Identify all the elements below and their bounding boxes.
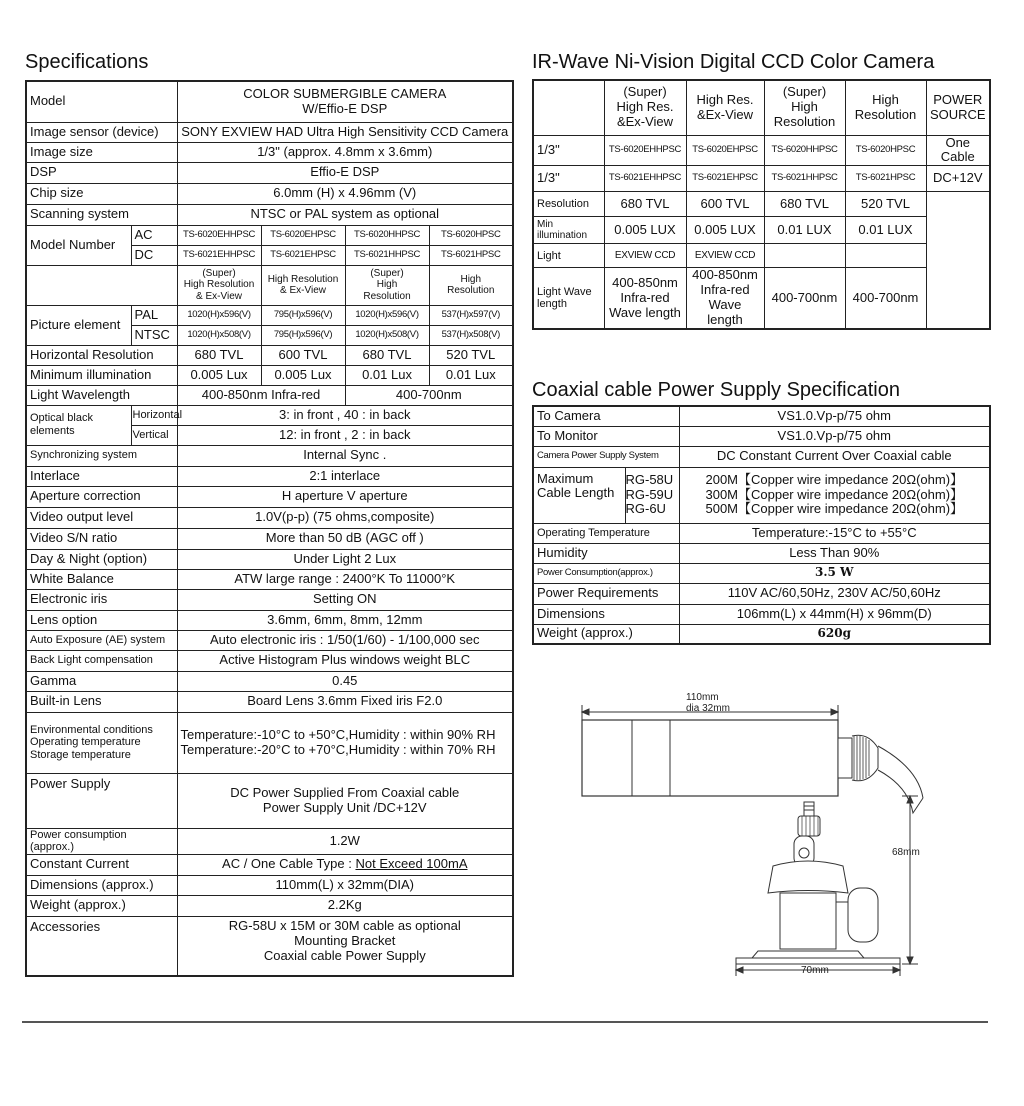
arrow-right-icon bbox=[893, 967, 900, 973]
ir-header-blank bbox=[533, 80, 604, 135]
camera-body bbox=[582, 720, 838, 796]
cable-length-values: 200M【Copper wire impedance 20Ω(ohm)】 300M【Copper wire impedance 20Ω(ohm)】 500M【Copper wire impedance 20Ω(ohm)】 bbox=[679, 467, 990, 523]
model-cell: TS-6020HPSC bbox=[429, 225, 513, 245]
arrow-left-icon bbox=[582, 709, 589, 715]
lens-option-value: 3.6mm, 6mm, 8mm, 12mm bbox=[177, 610, 513, 630]
vertical-value: 12: in front , 2 : in back bbox=[177, 425, 513, 445]
constant-current-value bbox=[177, 854, 513, 875]
ir-wave-cell: 400-850nm Infra-red Wave length bbox=[686, 268, 764, 329]
ir-light-blank bbox=[764, 244, 845, 268]
white-balance-value: ATW large range : 2400°K To 11000°K bbox=[177, 569, 513, 589]
ir-row-label: 1/3" bbox=[533, 135, 604, 166]
ir-header: (Super) High Resolution bbox=[764, 80, 845, 135]
ir-resolution-cell: 600 TVL bbox=[686, 192, 764, 217]
model-cell: TS-6021EHHPSC bbox=[177, 245, 261, 265]
mount-body bbox=[780, 893, 836, 949]
model-cell: TS-6020HHPSC bbox=[345, 225, 429, 245]
ntsc-cell: 537(H)x508(V) bbox=[429, 325, 513, 345]
ir-model-cell: TS-6020HPSC bbox=[845, 135, 926, 166]
electronic-iris-label: Electronic iris bbox=[26, 589, 177, 610]
wavelength-label: Light Wavelength bbox=[26, 385, 177, 405]
camera-power-system-value: DC Constant Current Over Coaxial cable bbox=[679, 446, 990, 467]
dsp-label: DSP bbox=[26, 162, 177, 183]
to-camera-value: VS1.0.Vp-p/75 ohm bbox=[679, 406, 990, 426]
ir-light-label: Light bbox=[533, 244, 604, 268]
wavelength-cell: 400-850nm Infra-red bbox=[177, 385, 345, 405]
dimensions-value: 110mm(L) x 32mm(DIA) bbox=[177, 875, 513, 895]
humidity-value: Less Than 90% bbox=[679, 543, 990, 563]
ir-header: High Resolution bbox=[845, 80, 926, 135]
ir-wave-cell: 400-850nm Infra-red Wave length bbox=[604, 268, 686, 329]
model-cell: TS-6020EHPSC bbox=[261, 225, 345, 245]
variant-cell: High Resolution bbox=[429, 265, 513, 305]
ir-min-illumination-cell: 0.005 LUX bbox=[686, 217, 764, 244]
humidity-label: Humidity bbox=[533, 543, 679, 563]
horizontal-value: 3: in front , 40 : in back bbox=[177, 405, 513, 425]
sync-label: Synchronizing system bbox=[26, 445, 177, 466]
cable bbox=[878, 746, 923, 798]
builtin-lens-label: Built-in Lens bbox=[26, 691, 177, 712]
mount-base bbox=[736, 958, 900, 964]
hres-cell: 600 TVL bbox=[261, 345, 345, 365]
variant-blank-cell bbox=[26, 265, 177, 305]
sn-ratio-label: Video S/N ratio bbox=[26, 528, 177, 549]
scan-label: Scanning system bbox=[26, 204, 177, 225]
ir-wave-label: Light Wave length bbox=[533, 268, 604, 329]
min-illumination-cell: 0.005 Lux bbox=[261, 365, 345, 385]
to-camera-label: To Camera bbox=[533, 406, 679, 426]
interlace-label: Interlace bbox=[26, 466, 177, 486]
scan-value: NTSC or PAL system as optional bbox=[177, 204, 513, 225]
dc-label: DC bbox=[131, 245, 177, 265]
constant-current-limit: Not Exceed 100mA bbox=[355, 856, 468, 872]
min-illumination-cell: 0.01 Lux bbox=[429, 365, 513, 385]
chip-value: 6.0mm (H) x 4.96mm (V) bbox=[177, 183, 513, 204]
ir-header: (Super) High Res. &Ex-View bbox=[604, 80, 686, 135]
length-label: 110mm bbox=[686, 692, 719, 703]
min-illumination-label: Minimum illumination bbox=[26, 365, 177, 385]
model-value: COLOR SUBMERGIBLE CAMERA W/Effio-E DSP bbox=[177, 81, 513, 122]
pal-cell: 1020(H)x596(V) bbox=[345, 305, 429, 325]
builtin-lens-value: Board Lens 3.6mm Fixed iris F2.0 bbox=[177, 691, 513, 712]
image-sensor-value: SONY EXVIEW HAD Ultra High Sensitivity CCD Camera bbox=[177, 122, 513, 142]
operating-temp-value: Temperature:-15°C to +55°C bbox=[679, 523, 990, 543]
ir-model-cell: TS-6020HHPSC bbox=[764, 135, 845, 166]
horizontal-label: Horizontal bbox=[131, 405, 177, 425]
ir-header: High Res. &Ex-View bbox=[686, 80, 764, 135]
gamma-value: 0.45 bbox=[177, 671, 513, 691]
ir-table bbox=[532, 79, 991, 330]
power-supply-label: Power Supply bbox=[26, 773, 177, 828]
picture-element-label: Picture element bbox=[26, 305, 131, 345]
constant-current-prefix: AC / One Cable Type : bbox=[222, 856, 356, 872]
variant-cell: High Resolution & Ex-View bbox=[261, 265, 345, 305]
aperture-label: Aperture correction bbox=[26, 486, 177, 507]
ir-wave-cell: 400-700nm bbox=[764, 268, 845, 329]
electronic-iris-value: Setting ON bbox=[177, 589, 513, 610]
model-cell: TS-6021EHPSC bbox=[261, 245, 345, 265]
power-supply-value: DC Power Supplied From Coaxial cable Power Supply Unit /DC+12V bbox=[177, 773, 513, 828]
vertical-label: Vertical bbox=[131, 425, 177, 445]
pw-dimensions-value: 106mm(L) x 44mm(H) x 96mm(D) bbox=[679, 604, 990, 624]
pw-power-consumption-label: Power Consumption(approx.) bbox=[533, 563, 679, 583]
to-monitor-label: To Monitor bbox=[533, 426, 679, 446]
model-cell: TS-6021HPSC bbox=[429, 245, 513, 265]
ir-model-cell: TS-6021EHHPSC bbox=[604, 166, 686, 192]
environment-value: Temperature:-10°C to +50°C,Humidity : within 90% RH Temperature:-20°C to +70°C,Humidity : within 70% RH bbox=[177, 712, 513, 773]
blc-label: Back Light compensation bbox=[26, 650, 177, 671]
pw-weight-value: 620g bbox=[679, 624, 990, 644]
ir-resolution-cell: 520 TVL bbox=[845, 192, 926, 217]
accessories-value: RG-58U x 15M or 30M cable as optional Mounting Bracket Coaxial cable Power Supply bbox=[177, 916, 513, 976]
side-knob bbox=[848, 888, 878, 942]
accessories-label: Accessories bbox=[26, 916, 177, 976]
ir-wave-cell: 400-700nm bbox=[845, 268, 926, 329]
ntsc-cell: 1020(H)x508(V) bbox=[345, 325, 429, 345]
model-cell: TS-6020EHHPSC bbox=[177, 225, 261, 245]
base-label: 70mm bbox=[801, 965, 829, 976]
lens-option-label: Lens option bbox=[26, 610, 177, 630]
ir-light-cell: EXVIEW CCD bbox=[604, 244, 686, 268]
ntsc-cell: 795(H)x596(V) bbox=[261, 325, 345, 345]
image-sensor-label: Image sensor (device) bbox=[26, 122, 177, 142]
power-consumption-label: Power consumption (approx.) bbox=[26, 828, 177, 854]
constant-current-label: Constant Current bbox=[26, 854, 177, 875]
max-cable-length-label: Maximum Cable Length bbox=[533, 467, 625, 523]
ir-light-blank bbox=[845, 244, 926, 268]
white-balance-label: White Balance bbox=[26, 569, 177, 589]
sync-value: Internal Sync . bbox=[177, 445, 513, 466]
min-illumination-cell: 0.01 Lux bbox=[345, 365, 429, 385]
variant-cell: (Super) High Resolution bbox=[345, 265, 429, 305]
ir-title: IR-Wave Ni-Vision Digital CCD Color Camera bbox=[532, 51, 935, 73]
chip-label: Chip size bbox=[26, 183, 177, 204]
model-label: Model bbox=[26, 81, 177, 122]
pw-title: Coaxial cable Power Supply Specification bbox=[532, 379, 900, 401]
ae-label: Auto Exposure (AE) system bbox=[26, 630, 177, 650]
ir-min-illumination-cell: 0.01 LUX bbox=[764, 217, 845, 244]
cable-connector bbox=[838, 738, 852, 778]
pal-cell: 1020(H)x596(V) bbox=[177, 305, 261, 325]
mount-head bbox=[768, 861, 848, 893]
spec-table bbox=[25, 80, 514, 977]
ir-model-cell: TS-6020EHPSC bbox=[686, 135, 764, 166]
ir-row-label: 1/3" bbox=[533, 166, 604, 192]
power-consumption-value: 1.2W bbox=[177, 828, 513, 854]
ir-power-cell: DC+12V bbox=[926, 166, 990, 192]
gamma-label: Gamma bbox=[26, 671, 177, 691]
weight-value: 2.2Kg bbox=[177, 895, 513, 916]
optical-black-label: Optical black elements bbox=[26, 405, 131, 445]
ir-min-illumination-cell: 0.005 LUX bbox=[604, 217, 686, 244]
ir-resolution-cell: 680 TVL bbox=[604, 192, 686, 217]
camera-dimension-diagram bbox=[568, 688, 948, 978]
footer-divider bbox=[22, 1021, 988, 1023]
dia-label: dia 32mm bbox=[686, 703, 730, 714]
ir-power-blank bbox=[926, 192, 990, 329]
dimensions-label: Dimensions (approx.) bbox=[26, 875, 177, 895]
pw-weight-label: Weight (approx.) bbox=[533, 624, 679, 644]
ir-model-cell: TS-6021HPSC bbox=[845, 166, 926, 192]
video-output-value: 1.0V(p-p) (75 ohms,composite) bbox=[177, 507, 513, 528]
wavelength-cell: 400-700nm bbox=[345, 385, 513, 405]
variant-cell: (Super) High Resolution & Ex-View bbox=[177, 265, 261, 305]
model-number-label: Model Number bbox=[26, 225, 131, 265]
environment-label: Environmental conditions Operating temperature Storage temperature bbox=[26, 712, 177, 773]
dsp-value: Effio-E DSP bbox=[177, 162, 513, 183]
ir-model-cell: TS-6021EHPSC bbox=[686, 166, 764, 192]
power-supply-table bbox=[532, 405, 991, 645]
pal-cell: 795(H)x596(V) bbox=[261, 305, 345, 325]
ir-resolution-cell: 680 TVL bbox=[764, 192, 845, 217]
day-night-label: Day & Night (option) bbox=[26, 549, 177, 569]
min-illumination-cell: 0.005 Lux bbox=[177, 365, 261, 385]
blc-value: Active Histogram Plus windows weight BLC bbox=[177, 650, 513, 671]
image-size-label: Image size bbox=[26, 142, 177, 162]
video-output-label: Video output level bbox=[26, 507, 177, 528]
ae-value: Auto electronic iris : 1/50(1/60) - 1/100,000 sec bbox=[177, 630, 513, 650]
cable-boot bbox=[852, 735, 878, 781]
ntsc-label: NTSC bbox=[131, 325, 177, 345]
ir-model-cell: TS-6021HHPSC bbox=[764, 166, 845, 192]
ir-min-illumination-cell: 0.01 LUX bbox=[845, 217, 926, 244]
knurled-knob bbox=[798, 816, 820, 836]
power-requirements-value: 110V AC/60,50Hz, 230V AC/50,60Hz bbox=[679, 583, 990, 604]
arrow-left-icon bbox=[736, 967, 743, 973]
sn-ratio-value: More than 50 dB (AGC off ) bbox=[177, 528, 513, 549]
ir-header: POWER SOURCE bbox=[926, 80, 990, 135]
arrow-right-icon bbox=[831, 709, 838, 715]
pw-dimensions-label: Dimensions bbox=[533, 604, 679, 624]
pw-power-consumption-value: 3.5 W bbox=[679, 563, 990, 583]
height-label: 68mm bbox=[892, 847, 920, 858]
hres-cell: 680 TVL bbox=[177, 345, 261, 365]
hres-cell: 520 TVL bbox=[429, 345, 513, 365]
ir-power-cell: One Cable bbox=[926, 135, 990, 166]
pal-cell: 537(H)x597(V) bbox=[429, 305, 513, 325]
image-size-value: 1/3" (approx. 4.8mm x 3.6mm) bbox=[177, 142, 513, 162]
to-monitor-value: VS1.0.Vp-p/75 ohm bbox=[679, 426, 990, 446]
power-requirements-label: Power Requirements bbox=[533, 583, 679, 604]
model-cell: TS-6021HHPSC bbox=[345, 245, 429, 265]
spec-title: Specifications bbox=[25, 51, 149, 73]
ir-resolution-label: Resolution bbox=[533, 192, 604, 217]
aperture-value: H aperture V aperture bbox=[177, 486, 513, 507]
operating-temp-label: Operating Temperature bbox=[533, 523, 679, 543]
hres-label: Horizontal Resolution bbox=[26, 345, 177, 365]
arrow-down-icon bbox=[907, 957, 913, 964]
weight-label: Weight (approx.) bbox=[26, 895, 177, 916]
ir-light-cell: EXVIEW CCD bbox=[686, 244, 764, 268]
cable-types: RG-58U RG-59U RG-6U bbox=[625, 467, 679, 523]
ntsc-cell: 1020(H)x508(V) bbox=[177, 325, 261, 345]
pal-label: PAL bbox=[131, 305, 177, 325]
interlace-value: 2:1 interlace bbox=[177, 466, 513, 486]
ir-model-cell: TS-6020EHHPSC bbox=[604, 135, 686, 166]
hres-cell: 680 TVL bbox=[345, 345, 429, 365]
ac-label: AC bbox=[131, 225, 177, 245]
camera-power-system-label: Camera Power Supply System bbox=[533, 446, 679, 467]
day-night-value: Under Light 2 Lux bbox=[177, 549, 513, 569]
ir-min-illumination-label: Min illumination bbox=[533, 217, 604, 244]
